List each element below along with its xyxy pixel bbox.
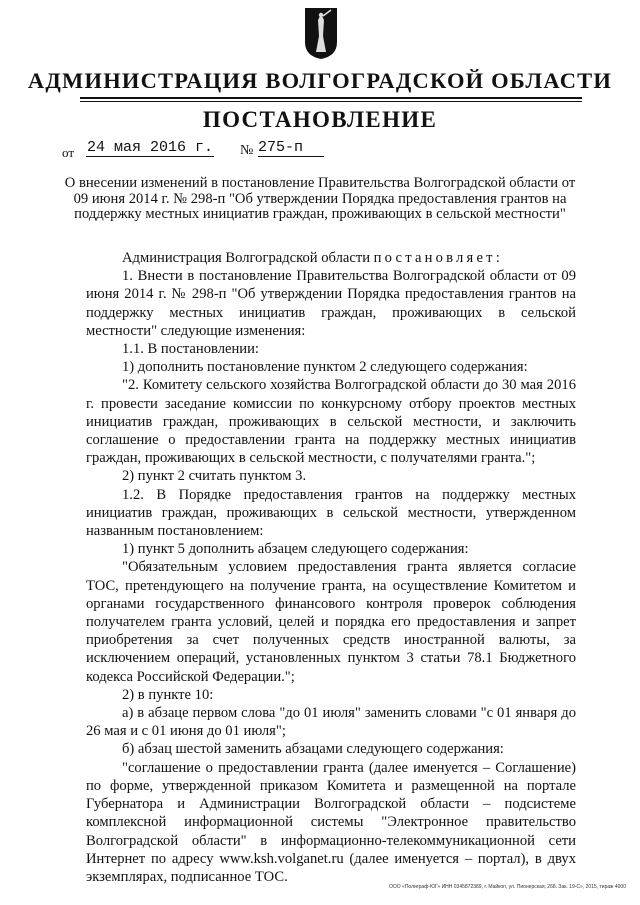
document-body (86, 249, 576, 886)
paragraph: "соглашение о предоставлении гранта (далее именуется – Соглашение) по форме, утвержденной приказом Комитета и размещенной на портале Губернатора и Администрации Волгоградской области – подсистеме комплексной информационной системы "Электронное правительство Волгоградской области" в информационно-телекоммуникационной сети Интернет по адресу www.ksh.volganet.ru (далее именуется – портал), в двух экземплярах, подписанное ТОС. (86, 759, 576, 885)
preamble (86, 249, 576, 267)
paragraph: 1.2. В Порядке предоставления грантов на поддержку местных инициатив граждан, проживающих в сельской местности, утвержденном названным постановлением: (86, 486, 576, 540)
paragraph: б) абзац шестой заменить абзацами следующего содержания: (122, 741, 504, 758)
header-divider (80, 97, 582, 99)
preamble-lead: Администрация Волгоградской области (122, 250, 371, 266)
document-subject: О внесении изменений в постановление Правительства Волгоградской области от 09 июня 2014 г. № 298-п "Об утверждении Порядка предоставления грантов на поддержку местных инициатив граждан, проживающих в сельской местности" (64, 175, 576, 222)
document-type-title: ПОСТАНОВЛЕНИЕ (202, 107, 438, 132)
organization-name: АДМИНИСТРАЦИЯ ВОЛГОГРАДСКОЙ ОБЛАСТИ (27, 68, 613, 93)
paragraph: "Обязательным условием предоставления гранта является согласие ТОС, претендующего на получение гранта, на осуществление Комитетом и органами государственного финансового контроля проверок соблюдения получателем гранта условий, целей и порядка его предоставления и запрет приобретения за счет полученных средств иностранной валюты, за исключением операций, установленных пунктом 3 статьи 78.1 Бюджетного кодекса Российской Федерации."; (86, 559, 576, 685)
paragraph: 1.1. В постановлении: (122, 341, 259, 358)
preamble-verb: постановляет: (373, 250, 503, 266)
volgograd-coat-of-arms-icon (303, 6, 339, 60)
paragraph: 2) пункт 2 считать пунктом 3. (122, 468, 307, 485)
document-date: 24 мая 2016 г. (86, 139, 214, 156)
paragraph: 1) пункт 5 дополнить абзацем следующего содержания: (122, 541, 469, 558)
paragraph: 1) дополнить постановление пунктом 2 следующего содержания: (122, 359, 528, 376)
header-divider-thin (80, 101, 582, 102)
paragraph: "2. Комитету сельского хозяйства Волгоградской области до 30 мая 2016 г. провести заседание комиссии по конкурсному отбору проектов местных инициатив граждан, проживающих в сельской местности, и заключить соглашение о предоставлении гранта на поддержку местных инициатив граждан, проживающих в сельской местности, с получателями гранта."; (86, 377, 576, 467)
paragraph: 2) в пункте 10: (122, 686, 214, 703)
date-prefix: от (62, 145, 75, 160)
document-number: 275-п (258, 139, 324, 157)
paragraph: а) в абзаце первом слова "до 01 июля" заменить словами "с 01 января до 26 мая и с 01 июня до 01 июля"; (86, 705, 576, 740)
paragraph: 1. Внести в постановление Правительства Волгоградской области от 09 июня 2014 г. № 298-п "Об утверждении Порядка предоставления грантов на поддержку местных инициатив граждан, проживающих в сельской местности" следующие изменения: (86, 268, 576, 339)
printer-imprint: ООО «Полиграф-ЮГ» ИНН 0345872389, г. Майкоп, ул. Пионерская, 268. Зак. 19-С», 2015, тираж 4000 (389, 884, 626, 890)
number-prefix: № (240, 143, 254, 158)
